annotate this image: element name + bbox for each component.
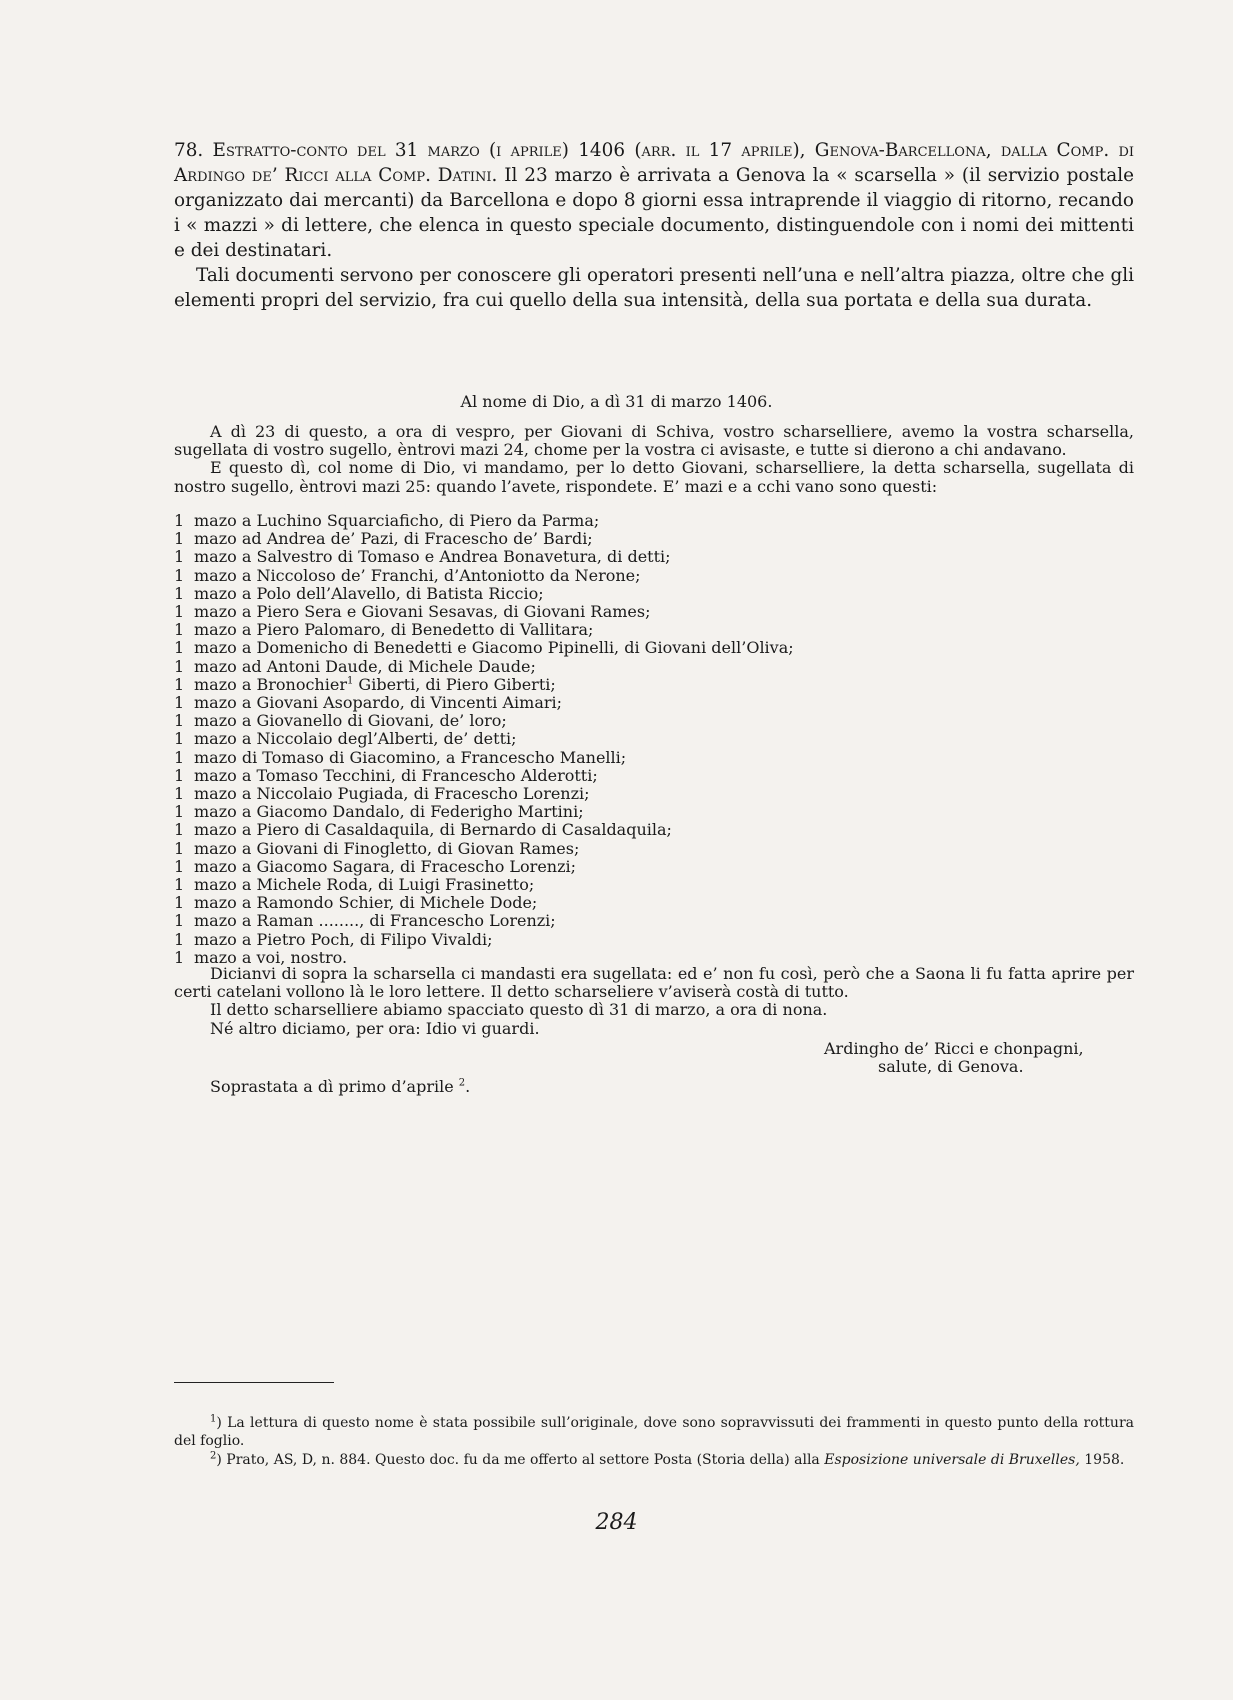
mazo-count: 1 — [174, 656, 185, 676]
mazo-text: mazo a Giovanello di Giovani, de’ loro; — [194, 711, 507, 731]
mazi-list — [174, 512, 1134, 967]
footnote-divider — [174, 1382, 334, 1383]
soprastata-note: Soprastata a dì primo d’aprile $^2$. — [210, 1077, 471, 1096]
footnote-2: $^2$) Prato, AS, D, n. 884. Questo doc. fu da me offerto al settore Posta (Storia della) alla Esposizione universale di Bruxelles, 1958. — [210, 1450, 1125, 1468]
mazo-count: 1 — [174, 856, 185, 876]
mazo-text: mazo a Raman ........, di Francescho Lorenzi; — [194, 911, 556, 931]
mazo-list-item — [174, 931, 1134, 949]
document-intro — [174, 138, 1134, 313]
closing-paragraph-2: Il detto scharselliere abiamo spacciato questo dì 31 di marzo, a ora di nona. — [210, 1000, 828, 1020]
mazo-count: 1 — [174, 729, 185, 749]
mazo-text: mazo a Polo dell’Alavello, di Batista Riccio; — [194, 583, 544, 603]
mazo-list-item — [174, 585, 1134, 603]
page-number: 284 — [595, 1510, 638, 1535]
mazo-list-item — [174, 530, 1134, 548]
mazo-count: 1 — [174, 784, 185, 804]
mazo-count: 1 — [174, 529, 185, 549]
mazo-count: 1 — [174, 674, 185, 694]
mazo-list-item — [174, 639, 1134, 657]
letter-paragraph-2: E questo dì, col nome di Dio, vi mandamo, per lo detto Giovani, scharselliere, la detta scharsella, sugellata di nostro sugello, èntrovi mazi 25: quando l’avete, rispondete. E’ mazi e a cchi vano sono questi: — [174, 458, 1134, 496]
mazo-text: mazo ad Antoni Daude, di Michele Daude; — [194, 656, 536, 676]
mazo-list-item — [174, 548, 1134, 566]
mazo-list-item — [174, 767, 1134, 785]
mazo-count: 1 — [174, 765, 185, 785]
letter-body — [174, 423, 1134, 496]
mazo-list-item — [174, 894, 1134, 912]
mazo-text: mazo a Piero Sera e Giovani Sesavas, di Giovani Rames; — [194, 602, 651, 622]
mazo-text: mazo a Luchino Squarciaficho, di Piero da Parma; — [194, 511, 600, 530]
footnotes — [174, 1414, 1134, 1469]
mazo-count: 1 — [174, 693, 185, 713]
mazo-count: 1 — [174, 620, 185, 640]
mazo-list-item — [174, 621, 1134, 639]
mazo-count: 1 — [174, 820, 185, 840]
footnote-ref-2: 2 — [458, 1077, 466, 1089]
letter-paragraph-1: A dì 23 di questo, a ora di vespro, per Giovani di Schiva, vostro scharselliere, avemo la vostra scharsella, sugellata di vostro sugello, èntrovi mazi 24, chome per la vostra ci avisaste, e tutte si dierono a chi andavano. — [174, 422, 1134, 460]
mazo-text: mazo a Piero Palomaro, di Benedetto di Vallitara; — [194, 620, 594, 640]
mazo-count: 1 — [174, 602, 185, 622]
mazo-text: mazo a Bronochier — [194, 674, 347, 694]
mazo-text: mazo ad Andrea de’ Pazi, di Fracescho de’ Bardi; — [194, 529, 593, 549]
mazo-list-item — [174, 858, 1134, 876]
mazo-text: mazo a Giacomo Dandalo, di Federigho Martini; — [194, 802, 584, 822]
mazo-list-item — [174, 730, 1134, 748]
mazo-text: mazo a Salvestro di Tomaso e Andrea Bonavetura, di detti; — [194, 547, 671, 567]
mazo-text: mazo a Tomaso Tecchini, di Francescho Alderotti; — [194, 765, 598, 785]
mazo-list-item — [174, 512, 1134, 530]
mazo-text: mazo a Giovani di Finogletto, di Giovan Rames; — [194, 838, 580, 858]
mazo-list-item — [174, 785, 1134, 803]
mazo-count: 1 — [174, 802, 185, 822]
mazo-text: mazo a Piero di Casaldaquila, di Bernardo di Casaldaquila; — [194, 820, 672, 840]
letter-closing — [174, 965, 1134, 1038]
mazo-count: 1 — [174, 583, 185, 603]
intro-heading-paragraph: 78. Estratto-conto del 31 marzo (i aprile) 1406 (arr. il 17 aprile), Genova-Barcellona, dalla Comp. di Ardingo de’ Ricci alla Comp. Datini. Il 23 marzo è arrivata a Genova la « scarsella » (il servizio postale organizzato dai mercanti) da Barcellona e dopo 8 giorni essa intraprende il viaggio di ritorno, recando i « mazzi » di lettere, che elenca in questo speciale documento, distinguendole con i nomi dei mittenti e dei destinatari. — [174, 140, 1135, 261]
signature — [824, 1040, 1084, 1076]
mazo-text: mazo a Niccolaio degl’Alberti, de’ detti; — [194, 729, 517, 749]
mazo-count: 1 — [174, 511, 185, 530]
mazo-list-item — [174, 912, 1134, 930]
mazo-text: mazo a Domenicho di Benedetti e Giacomo Pipinelli, di Giovani dell’Oliva; — [194, 638, 794, 658]
footnote-ref-1: 1 — [346, 675, 354, 687]
mazo-text: mazo a Niccolaio Pugiada, di Fracescho Lorenzi; — [194, 784, 590, 804]
mazo-list-item — [174, 803, 1134, 821]
signature-line-1: Ardingho de’ Ricci e chonpagni, — [824, 1039, 1084, 1058]
intro-paragraph-2: Tali documenti servono per conoscere gli operatori presenti nell’una e nell’altra piazza, oltre che gli elementi propri del servizio, fra cui quello della sua intensità, della sua portata e della sua durata. — [174, 265, 1134, 311]
document-number: 78. — [174, 140, 204, 161]
mazo-list-item — [174, 567, 1134, 585]
mazo-list-item — [174, 603, 1134, 621]
mazo-count: 1 — [174, 893, 185, 913]
mazo-count: 1 — [174, 911, 185, 931]
mazo-list-item: 1 mazo a Bronochier$^1$ Giberti, di Piero Giberti; — [174, 674, 556, 694]
mazo-text: mazo di Tomaso di Giacomino, a Francescho Manelli; — [194, 747, 627, 767]
mazo-count: 1 — [174, 875, 185, 895]
mazo-count: 1 — [174, 929, 185, 949]
footnote-1: $^1$) La lettura di questo nome è stata possibile sull’originale, dove sono sopravvissuti dei frammenti in questo punto della rottura del foglio. — [174, 1413, 1134, 1450]
mazo-list-item — [174, 821, 1134, 839]
signature-line-2: salute, di Genova. — [878, 1057, 1024, 1077]
mazo-text: mazo a Pietro Poch, di Filipo Vivaldi; — [194, 929, 493, 949]
closing-paragraph-3: Né altro diciamo, per ora: Idio vi guardi. — [210, 1018, 540, 1038]
mazo-list-item — [174, 749, 1134, 767]
mazo-count: 1 — [174, 565, 185, 585]
mazo-count: 1 — [174, 747, 185, 767]
intro-description: Il 23 marzo è arrivata a Genova la « scarsella » (il servizio postale organizzato dai mercanti) da Barcellona e dopo 8 giorni essa intraprende il viaggio di ritorno, recando i « mazzi » di lettere, che elenca in questo speciale documento, distinguendole con i nomi dei mittenti e dei destinatari. — [174, 165, 1134, 261]
mazo-list-item — [174, 840, 1134, 858]
letter-dateline: Al nome di Dio, a dì 31 di marzo 1406. — [460, 392, 773, 411]
mazo-text: mazo a voi, nostro. — [194, 947, 348, 967]
mazo-text: mazo a Michele Roda, di Luigi Frasinetto; — [194, 875, 535, 895]
mazo-list-item — [174, 658, 1134, 676]
mazo-list-item — [174, 712, 1134, 730]
closing-paragraph-1: Dicianvi di sopra la scharsella ci mandasti era sugellata: ed e’ non fu così, però che a Saona li fu fatta aprire per certi catelani vollono là le loro lettere. Il detto scharseliere v’aviserà costà di tutto. — [174, 964, 1134, 1002]
mazo-text: mazo a Ramondo Schier, di Michele Dode; — [194, 893, 538, 913]
mazo-text: mazo a Giacomo Sagara, di Fracescho Lorenzi; — [194, 856, 577, 876]
mazo-list-item — [174, 876, 1134, 894]
mazo-count: 1 — [174, 711, 185, 731]
mazo-count: 1 — [174, 838, 185, 858]
mazo-list-item — [174, 694, 1134, 712]
mazo-count: 1 — [174, 547, 185, 567]
mazo-text: mazo a Niccoloso de’ Franchi, d’Antoniotto da Nerone; — [194, 565, 641, 585]
mazo-count: 1 — [174, 638, 185, 658]
mazo-text: mazo a Giovani Asopardo, di Vincenti Aimari; — [194, 693, 563, 713]
mazo-count: 1 — [174, 947, 185, 967]
